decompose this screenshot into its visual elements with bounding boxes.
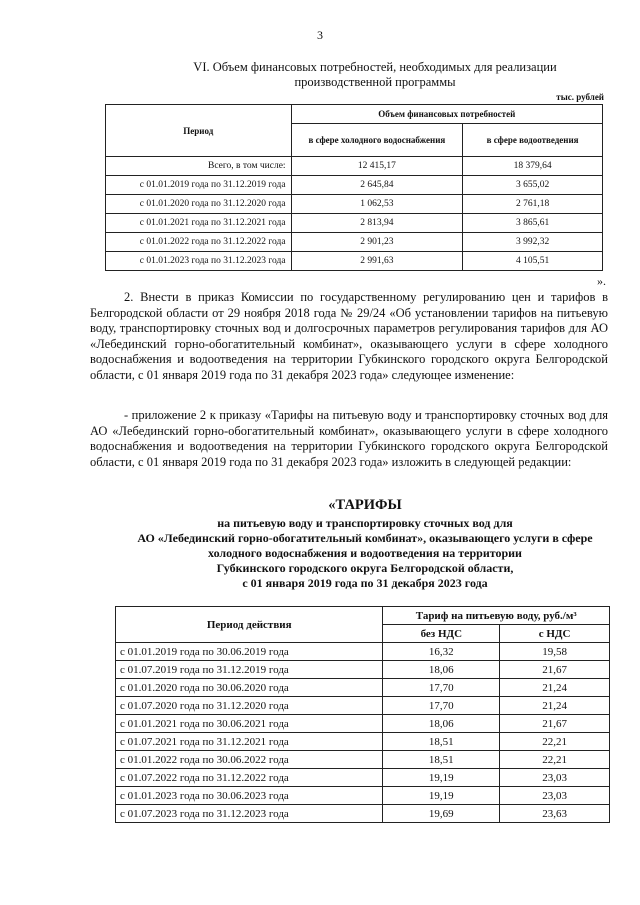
table-row: [106, 157, 603, 176]
fin-header-water: в сфере холодного водоснабжения: [291, 124, 463, 157]
tariff-vat: 21,67: [500, 715, 610, 733]
fin-water-value: 2 645,84: [291, 176, 463, 195]
tariff-period: с 01.07.2019 года по 31.12.2019 года: [116, 661, 383, 679]
fin-period: с 01.01.2020 года по 31.12.2020 года: [106, 195, 292, 214]
tariff-vat: 22,21: [500, 733, 610, 751]
table-row: [116, 805, 610, 823]
fin-period: с 01.01.2022 года по 31.12.2022 года: [106, 233, 292, 252]
table-row: [106, 233, 603, 252]
tariff-no-vat: 16,32: [383, 643, 500, 661]
fin-water-value: 2 991,63: [291, 252, 463, 271]
tariff-vat: 22,21: [500, 751, 610, 769]
tariff-period: с 01.01.2019 года по 30.06.2019 года: [116, 643, 383, 661]
table-row: [106, 252, 603, 271]
tariff-vat: 21,67: [500, 661, 610, 679]
table-row: [116, 715, 610, 733]
table-row: [106, 214, 603, 233]
tariff-vat: 21,24: [500, 697, 610, 715]
table-row: [116, 679, 610, 697]
tariff-no-vat: 17,70: [383, 679, 500, 697]
table-row: [106, 176, 603, 195]
tariff-vat: 23,63: [500, 805, 610, 823]
fin-wastewater-value: 3 865,61: [463, 214, 603, 233]
tariff-period: с 01.07.2020 года по 31.12.2020 года: [116, 697, 383, 715]
fin-period: с 01.01.2019 года по 31.12.2019 года: [106, 176, 292, 195]
fin-wastewater-value: 2 761,18: [463, 195, 603, 214]
tariff-no-vat: 19,19: [383, 769, 500, 787]
fin-period: с 01.01.2021 года по 31.12.2021 года: [106, 214, 292, 233]
fin-header-wastewater: в сфере водоотведения: [463, 124, 603, 157]
table-row: [116, 661, 610, 679]
tariff-header-group: Тариф на питьевую воду, руб./м³: [383, 607, 610, 625]
tariff-vat: 21,24: [500, 679, 610, 697]
closing-quote: ».: [597, 274, 606, 288]
tariff-no-vat: 19,69: [383, 805, 500, 823]
table-row: [116, 733, 610, 751]
fin-period: с 01.01.2023 года по 31.12.2023 года: [106, 252, 292, 271]
tariff-header-period: Период действия: [116, 607, 383, 643]
fin-water-value: 12 415,17: [291, 157, 463, 176]
tariff-period: с 01.07.2022 года по 31.12.2022 года: [116, 769, 383, 787]
tariff-heading-title: «ТАРИФЫ: [328, 497, 402, 513]
table-row: [116, 769, 610, 787]
tariff-header-vat: с НДС: [500, 625, 610, 643]
units-label: тыс. рублей: [556, 92, 604, 102]
tariff-heading-line: АО «Лебединский горно-обогатительный комбинат», оказывающего услуги в сфере: [137, 531, 593, 545]
tariff-heading-line: на питьевую воду и транспортировку сточных вод для: [217, 516, 513, 530]
table-row: [116, 697, 610, 715]
fin-header-period: Период: [106, 105, 292, 157]
tariff-table: [115, 606, 610, 823]
tariff-no-vat: 18,51: [383, 733, 500, 751]
section-title-line2: производственной программы: [294, 75, 456, 89]
tariff-heading-line: с 01 января 2019 года по 31 декабря 2023 года: [242, 576, 488, 590]
fin-water-value: 1 062,53: [291, 195, 463, 214]
section-title-line1: VI. Объем финансовых потребностей, необходимых для реализации: [193, 60, 557, 74]
tariff-heading: [120, 496, 610, 591]
tariff-period: с 01.01.2020 года по 30.06.2020 года: [116, 679, 383, 697]
tariff-period: с 01.01.2022 года по 30.06.2022 года: [116, 751, 383, 769]
tariff-vat: 23,03: [500, 787, 610, 805]
fin-header-group: Объем финансовых потребностей: [291, 105, 602, 124]
tariff-heading-line: Губкинского городского округа Белгородской области,: [216, 561, 514, 575]
table-row: [116, 787, 610, 805]
fin-wastewater-value: 3 992,32: [463, 233, 603, 252]
tariff-period: с 01.07.2023 года по 31.12.2023 года: [116, 805, 383, 823]
tariff-header-no-vat: без НДС: [383, 625, 500, 643]
tariff-no-vat: 19,19: [383, 787, 500, 805]
tariff-no-vat: 18,06: [383, 661, 500, 679]
fin-wastewater-value: 4 105,51: [463, 252, 603, 271]
paragraph-appendix: - приложение 2 к приказу «Тарифы на питьевую воду и транспортировку сточных вод для АО «Лебединский горно-обогатительный комбинат», оказывающего услуги в сфере холодного водоснабжения и водоотведения на территории Губкинского городского округа Белгородской области, с 01 января 2019 года по 31 декабря 2023 года» изложить в следующей редакции:: [90, 408, 608, 469]
fin-wastewater-value: 18 379,64: [463, 157, 603, 176]
tariff-vat: 19,58: [500, 643, 610, 661]
fin-water-value: 2 901,23: [291, 233, 463, 252]
tariff-period: с 01.01.2021 года по 30.06.2021 года: [116, 715, 383, 733]
table-row: [116, 751, 610, 769]
tariff-period: с 01.01.2023 года по 30.06.2023 года: [116, 787, 383, 805]
fin-wastewater-value: 3 655,02: [463, 176, 603, 195]
tariff-heading-line: холодного водоснабжения и водоотведения на территории: [208, 546, 522, 560]
tariff-no-vat: 18,51: [383, 751, 500, 769]
tariff-period: с 01.07.2021 года по 31.12.2021 года: [116, 733, 383, 751]
fin-water-value: 2 813,94: [291, 214, 463, 233]
section-title: [150, 60, 600, 90]
tariff-no-vat: 17,70: [383, 697, 500, 715]
fin-period: Всего, в том числе:: [106, 157, 292, 176]
table-row: [116, 643, 610, 661]
table-row: [106, 195, 603, 214]
paragraph-amendment: 2. Внести в приказ Комиссии по государственному регулированию цен и тарифов в Белгородской области от 29 ноября 2018 года № 29/24 «Об установлении тарифов на питьевую воду, транспортировку сточных вод и долгосрочных параметров регулирования тарифов для АО «Лебединский горно-обогатительный комбинат», оказывающего услуги в сфере холодного водоснабжения и водоотведения на территории Губкинского городского округа Белгородской области, с 01 января 2019 года по 31 декабря 2023 года» следующее изменение:: [90, 290, 608, 382]
financial-needs-table: [105, 104, 603, 271]
tariff-vat: 23,03: [500, 769, 610, 787]
tariff-no-vat: 18,06: [383, 715, 500, 733]
page-number: 3: [317, 28, 323, 42]
